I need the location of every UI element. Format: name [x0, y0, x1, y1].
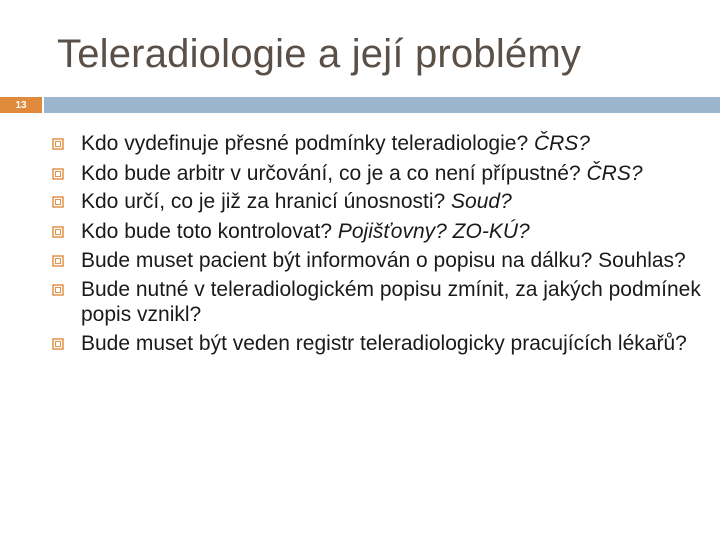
slide-number-badge [0, 97, 42, 113]
hollow-square-bullet-icon [52, 226, 64, 238]
bullet-list [52, 131, 702, 360]
bullet-item [52, 131, 702, 157]
bullet-item [52, 331, 702, 357]
bullet-text: Kdo určí, co je již za hranicí únosnosti? Soud? [81, 190, 512, 213]
slide-title: Teleradiologie a její problémy [57, 32, 582, 76]
bullet-text: Kdo bude toto kontrolovat? Pojišťovny? ZO-KÚ? [81, 219, 530, 243]
bullet-text: Kdo vydefinuje přesné podmínky teleradiologie? ČRS? [81, 132, 590, 155]
hollow-square-bullet-icon [52, 168, 64, 180]
bullet-text: Bude nutné v teleradiologickém popisu zmínit, za jakých podmínek popis vznikl? [81, 277, 701, 326]
bullet-text: Kdo bude arbitr v určování, co je a co není přípustné? ČRS? [81, 161, 643, 185]
bullet-item [52, 189, 702, 215]
bullet-item [52, 248, 702, 274]
bullet-item [52, 219, 702, 245]
hollow-square-bullet-icon [52, 196, 64, 208]
header-divider-bar [44, 97, 720, 113]
bullet-item [52, 161, 702, 187]
bullet-text: Bude muset pacient být informován o popisu na dálku? Souhlas? [81, 249, 686, 272]
hollow-square-bullet-icon [52, 338, 64, 350]
slide-number: 13 [15, 99, 27, 111]
bullet-item [52, 277, 702, 328]
bullet-text: Bude muset být veden registr teleradiologicky pracujících lékařů? [81, 331, 687, 355]
hollow-square-bullet-icon [52, 255, 64, 267]
hollow-square-bullet-icon [52, 284, 64, 296]
hollow-square-bullet-icon [52, 138, 64, 150]
